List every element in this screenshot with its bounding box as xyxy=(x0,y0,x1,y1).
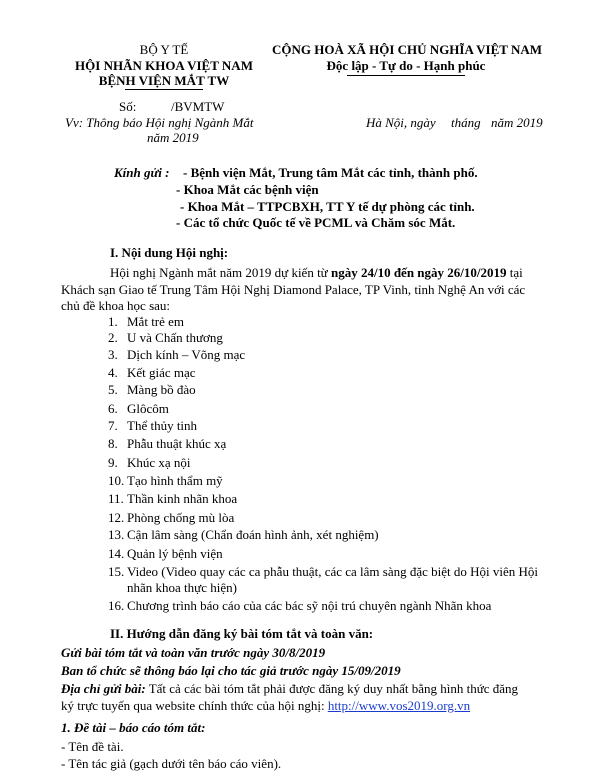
document-number-label: Số: xyxy=(119,99,137,114)
association-name: HỘI NHÃN KHOA VIỆT NAM xyxy=(75,58,253,73)
submission-address xyxy=(61,681,518,697)
topic-number: 15. xyxy=(108,564,125,579)
topic-item: Thần kinh nhãn khoa xyxy=(127,491,238,506)
topic-item: nhãn khoa thực hiện) xyxy=(127,580,237,595)
recipient-line: - Các tổ chức Quốc tế về PCML và Chăm sóc Mắt. xyxy=(176,215,456,230)
topic-item: Phòng chống mù lòa xyxy=(127,510,235,525)
topic-number: 6. xyxy=(108,401,118,416)
recipient-line: - Khoa Mắt – TTPCBXH, TT Y tế dự phòng các tỉnh. xyxy=(180,199,475,214)
date-year: năm 2019 xyxy=(491,115,543,130)
topic-item: Quản lý bệnh viện xyxy=(127,546,223,561)
topic-number: 14. xyxy=(108,546,125,561)
recipient-line: - Khoa Mắt các bệnh viện xyxy=(176,182,319,197)
submission-address-line xyxy=(61,698,470,714)
national-motto: Độc lập - Tự do - Hạnh phúc xyxy=(326,58,486,73)
topic-number: 10. xyxy=(108,473,125,488)
date-place: Hà Nội, ngày xyxy=(366,115,436,130)
topic-number: 1. xyxy=(108,314,118,329)
topic-number: 3. xyxy=(108,347,118,362)
topic-number: 16. xyxy=(108,598,125,613)
topic-number: 5. xyxy=(108,382,118,397)
section-title: I. Nội dung Hội nghị: xyxy=(110,245,229,260)
topic-item: Màng bồ đào xyxy=(127,382,196,397)
topic-number: 8. xyxy=(108,436,118,451)
header-right-divider xyxy=(347,75,465,76)
address-text: Tất cả các bài tóm tắt phải được đăng ký duy nhất bằng hình thức đăng xyxy=(145,681,519,696)
section-title: II. Hướng dẫn đăng ký bài tóm tắt và toàn văn: xyxy=(110,626,374,641)
topic-item: Chương trình báo cáo của các bác sỹ nội trú chuyên ngành Nhãn khoa xyxy=(127,598,492,613)
topic-item: Khúc xạ nội xyxy=(127,455,191,470)
intro-paragraph-line: chủ đề khoa học sau: xyxy=(61,298,171,313)
topic-number: 7. xyxy=(108,418,118,433)
conference-website-link[interactable]: http://www.vos2019.org.vn xyxy=(327,698,471,713)
topic-number: 2. xyxy=(108,330,118,345)
conference-dates: ngày 24/10 đến ngày 26/10/2019 xyxy=(330,265,507,280)
requirement-item: - Tên đề tài. xyxy=(61,739,124,754)
subject-line-year: năm 2019 xyxy=(147,130,199,145)
topic-number: 12. xyxy=(108,510,125,525)
hospital-name: BỆNH VIỆN MẮT TW xyxy=(98,73,230,88)
topic-item: Mắt trẻ em xyxy=(127,314,185,329)
topic-item: Cận lâm sàng (Chẩn đoán hình ảnh, xét nghiệm) xyxy=(127,527,379,542)
ministry-name: BỘ Y TẾ xyxy=(139,42,189,57)
intro-text-b: tại xyxy=(506,265,523,280)
document-number-code: /BVMTW xyxy=(171,99,225,114)
address-text-line2: ký trực tuyến qua website chính thức của hội nghị: xyxy=(61,698,328,713)
intro-paragraph xyxy=(110,265,523,281)
topic-item: Kết giác mạc xyxy=(127,365,196,380)
topic-item: Tạo hình thẩm mỹ xyxy=(127,473,223,488)
address-label: Địa chỉ gửi bài: xyxy=(61,681,146,696)
subsection-title: 1. Đề tài – báo cáo tóm tắt: xyxy=(61,720,206,735)
notification-deadline: Ban tổ chức sẽ thông báo lại cho tác giả trước ngày 15/09/2019 xyxy=(61,663,401,678)
country-name: CỘNG HOÀ XÃ HỘI CHỦ NGHĨA VIỆT NAM xyxy=(272,42,543,57)
recipient-line: - Bệnh viện Mắt, Trung tâm Mắt các tỉnh, thành phố. xyxy=(183,165,478,180)
intro-paragraph-line: Khách sạn Giao tế Trung Tâm Hội Nghị Diamond Palace, TP Vinh, tỉnh Nghệ An với các xyxy=(61,282,526,297)
intro-text-a: Hội nghị Ngành mắt năm 2019 dự kiến từ xyxy=(110,265,331,280)
topic-item: Video (Video quay các ca phẫu thuật, các ca lâm sàng đặc biệt do Hội viên Hội xyxy=(127,564,539,579)
topic-number: 9. xyxy=(108,455,118,470)
header-left-divider xyxy=(125,89,203,90)
topic-item: Dịch kính – Võng mạc xyxy=(127,347,246,362)
topic-item: Thể thủy tinh xyxy=(127,418,198,433)
topic-item: Glôcôm xyxy=(127,401,169,416)
requirement-item: - Tên tác giả (gạch dưới tên báo cáo viên). xyxy=(61,756,282,771)
submission-deadline: Gửi bài tóm tắt và toàn văn trước ngày 30/8/2019 xyxy=(61,645,326,660)
topic-number: 13. xyxy=(108,527,125,542)
topic-number: 11. xyxy=(108,491,124,506)
date-month: tháng xyxy=(451,115,481,130)
recipients-label: Kính gửi : xyxy=(114,165,170,180)
subject-line: Vv: Thông báo Hội nghị Ngành Mắt xyxy=(65,115,254,130)
topic-number: 4. xyxy=(108,365,118,380)
topic-item: U và Chấn thương xyxy=(127,330,223,345)
topic-item: Phẫu thuật khúc xạ xyxy=(127,436,227,451)
